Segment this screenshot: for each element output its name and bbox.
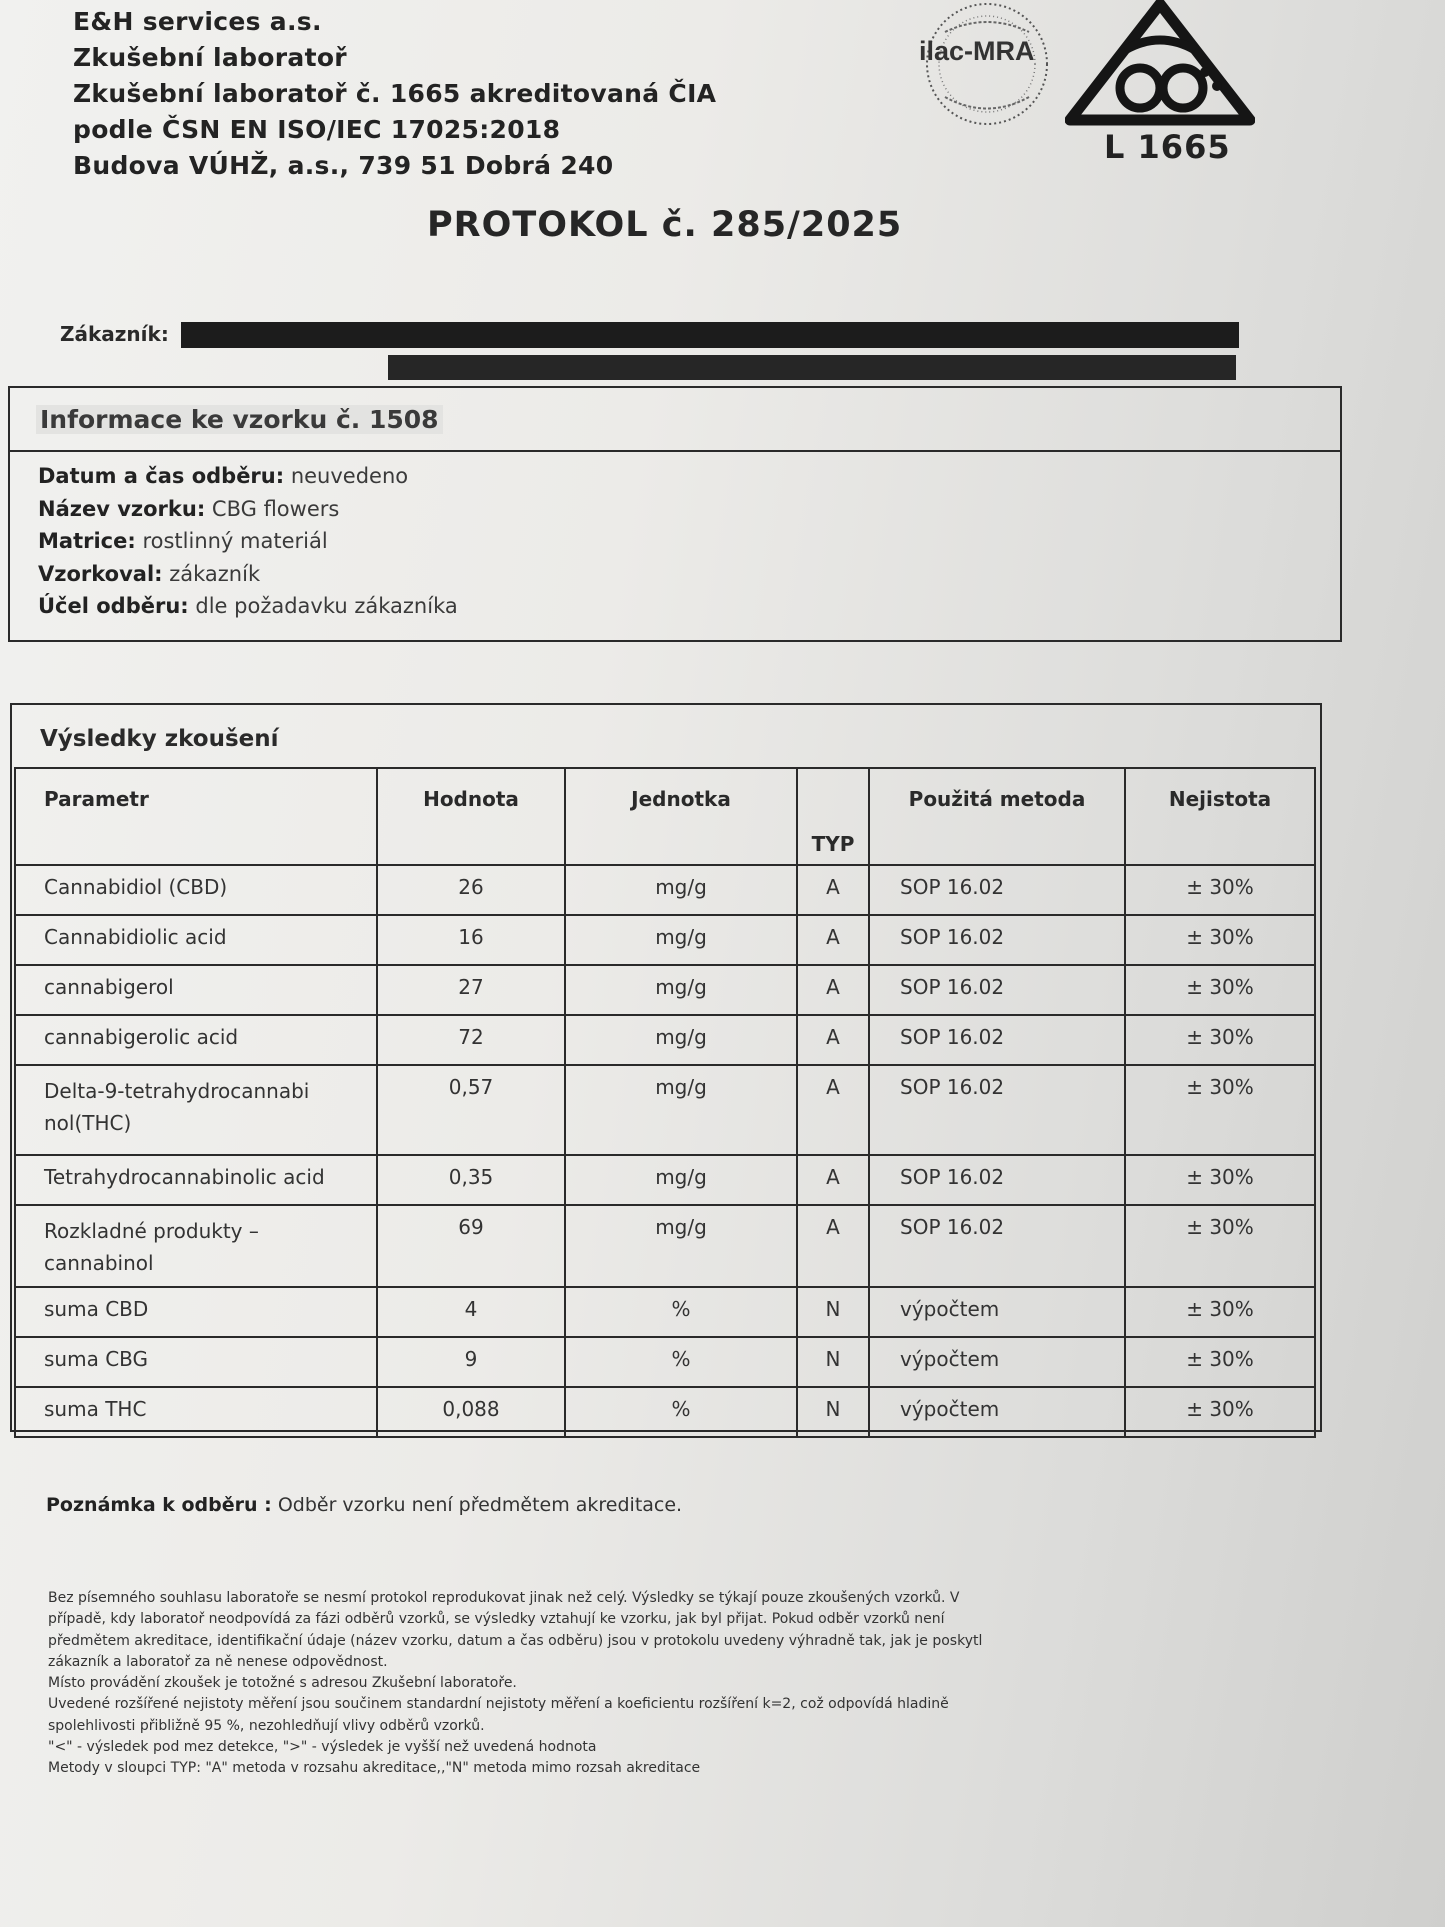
- results-box: [10, 703, 1322, 1432]
- uncertainty-cell: ± 30%: [1125, 1155, 1315, 1205]
- uncertainty-cell: ± 30%: [1125, 915, 1315, 965]
- sample-info-list: [38, 460, 458, 623]
- unit-cell: mg/g: [565, 1205, 797, 1287]
- type-cell: A: [797, 1155, 869, 1205]
- table-row: [15, 1155, 1315, 1205]
- param-cell: Cannabidiol (CBD): [15, 865, 377, 915]
- value-cell: 0,088: [377, 1387, 565, 1437]
- method-cell: výpočtem: [869, 1387, 1125, 1437]
- table-row: [15, 1287, 1315, 1337]
- type-cell: A: [797, 1015, 869, 1065]
- table-row: [15, 865, 1315, 915]
- param-cell: Cannabidiolic acid: [15, 915, 377, 965]
- info-value: zákazník: [169, 561, 261, 586]
- value-cell: 4: [377, 1287, 565, 1337]
- table-row: [15, 1015, 1315, 1065]
- method-cell: SOP 16.02: [869, 915, 1125, 965]
- type-cell: N: [797, 1337, 869, 1387]
- type-cell: A: [797, 965, 869, 1015]
- param-cell: Tetrahydrocannabinolic acid: [15, 1155, 377, 1205]
- method-cell: výpočtem: [869, 1337, 1125, 1387]
- fine-print-line: zákazník a laboratoř za ně nenese odpovědnost.: [48, 1653, 388, 1670]
- sample-info-heading-row: [10, 388, 1340, 452]
- sample-info-row: [38, 590, 458, 623]
- unit-cell: mg/g: [565, 1015, 797, 1065]
- method-cell: SOP 16.02: [869, 965, 1125, 1015]
- method-cell: SOP 16.02: [869, 1205, 1125, 1287]
- value-cell: 27: [377, 965, 565, 1015]
- table-row: [15, 1387, 1315, 1437]
- info-label: Datum a čas odběru:: [38, 464, 285, 488]
- type-cell: A: [797, 1205, 869, 1287]
- param-cell: cannabigerolic acid: [15, 1015, 377, 1065]
- uncertainty-cell: ± 30%: [1125, 1015, 1315, 1065]
- header-line: podle ČSN EN ISO/IEC 17025:2018: [73, 115, 561, 144]
- header-line: E&H services a.s.: [73, 7, 322, 36]
- value-cell: 16: [377, 915, 565, 965]
- fine-print-line: případě, kdy laboratoř neodpovídá za fázi odběrů vzorků, se výsledky vztahují ke vzorku, jak byl přijat. Pokud odběr vzorků není: [48, 1611, 945, 1628]
- value-cell: 0,57: [377, 1065, 565, 1155]
- type-cell: A: [797, 915, 869, 965]
- type-cell: N: [797, 1287, 869, 1337]
- unit-cell: mg/g: [565, 865, 797, 915]
- uncertainty-cell: ± 30%: [1125, 1337, 1315, 1387]
- table-row: [15, 915, 1315, 965]
- value-cell: 72: [377, 1015, 565, 1065]
- ilac-logo-text: ilac-MRA: [919, 36, 1035, 66]
- unit-cell: %: [565, 1387, 797, 1437]
- redaction-bar: [181, 322, 1239, 348]
- param-line: Delta-9-tetrahydrocannabi: [44, 1079, 310, 1103]
- param-line: nol(THC): [44, 1111, 132, 1135]
- value-cell: 69: [377, 1205, 565, 1287]
- param-cell: [15, 1205, 377, 1287]
- fine-print-line: Uvedené rozšířené nejistoty měření jsou součinem standardní nejistoty měření a koeficientu rozšíření k=2, což odpovídá hladině: [48, 1696, 949, 1713]
- param-cell: suma THC: [15, 1387, 377, 1437]
- note-label: Poznámka k odběru :: [46, 1494, 272, 1516]
- unit-cell: mg/g: [565, 965, 797, 1015]
- sample-info-row: [38, 558, 458, 591]
- sample-info-row: [38, 460, 458, 493]
- uncertainty-cell: ± 30%: [1125, 1387, 1315, 1437]
- param-cell: suma CBD: [15, 1287, 377, 1337]
- protocol-title: PROTOKOL č. 285/2025: [427, 205, 903, 245]
- method-cell: SOP 16.02: [869, 1065, 1125, 1155]
- unit-cell: mg/g: [565, 1065, 797, 1155]
- info-value: rostlinný materiál: [142, 529, 328, 553]
- accreditation-number: L 1665: [1104, 128, 1231, 166]
- col-header-unit: Jednotka: [565, 768, 797, 865]
- method-cell: SOP 16.02: [869, 865, 1125, 915]
- uncertainty-cell: ± 30%: [1125, 1287, 1315, 1337]
- table-row: [15, 965, 1315, 1015]
- uncertainty-cell: ± 30%: [1125, 965, 1315, 1015]
- type-cell: N: [797, 1387, 869, 1437]
- table-row: [15, 1065, 1315, 1155]
- col-header-method: Použitá metoda: [869, 768, 1125, 865]
- col-header-value: Hodnota: [377, 768, 565, 865]
- uncertainty-cell: ± 30%: [1125, 1205, 1315, 1287]
- fine-print-line: Místo provádění zkoušek je totožné s adresou Zkušební laboratoře.: [48, 1675, 517, 1692]
- info-label: Vzorkoval:: [38, 561, 163, 586]
- param-cell: cannabigerol: [15, 965, 377, 1015]
- header-line: Zkušební laboratoř č. 1665 akreditovaná ČIA: [73, 79, 717, 108]
- cia-accreditation-logo: [1065, 0, 1255, 140]
- col-header-type: TYP: [797, 768, 869, 865]
- header-line: Budova VÚHŽ, a.s., 739 51 Dobrá 240: [73, 151, 614, 180]
- info-label: Název vzorku:: [38, 496, 206, 521]
- method-cell: SOP 16.02: [869, 1155, 1125, 1205]
- fine-print-line: předmětem akreditace, identifikační údaje (název vzorku, datum a čas odběru) jsou v protokolu uvedeny výhradně tak, jak je poskytl: [48, 1632, 983, 1649]
- fine-print-line: spolehlivosti přibližně 95 %, nezohledňují vlivy odběrů vzorků.: [48, 1717, 485, 1734]
- ilac-mra-logo: [915, 2, 1060, 132]
- sample-info-row: [38, 525, 458, 558]
- method-cell: výpočtem: [869, 1287, 1125, 1337]
- info-value: CBG flowers: [211, 496, 340, 521]
- header-line: Zkušební laboratoř: [73, 43, 347, 72]
- info-label: Účel odběru:: [38, 594, 189, 618]
- info-label: Matrice:: [38, 529, 136, 553]
- param-line: cannabinol: [44, 1251, 154, 1275]
- info-value: neuvedeno: [290, 464, 409, 488]
- results-table: [14, 767, 1316, 1438]
- fine-print-line: Metody v sloupci TYP: "A" metoda v rozsahu akreditace,,"N" metoda mimo rozsah akreditace: [48, 1760, 701, 1777]
- results-heading: Výsledky zkoušení: [40, 726, 279, 752]
- value-cell: 26: [377, 865, 565, 915]
- unit-cell: %: [565, 1287, 797, 1337]
- sampling-note: [46, 1494, 682, 1516]
- sample-info-row: [38, 493, 458, 526]
- sample-info-box: [8, 386, 1342, 642]
- table-row: [15, 1205, 1315, 1287]
- col-header-uncertainty: Nejistota: [1125, 768, 1315, 865]
- fine-print: [48, 1588, 1148, 1780]
- info-value: dle požadavku zákazníka: [195, 594, 458, 618]
- param-cell: suma CBG: [15, 1337, 377, 1387]
- col-header-parameter: Parametr: [15, 768, 377, 865]
- uncertainty-cell: ± 30%: [1125, 865, 1315, 915]
- type-cell: A: [797, 865, 869, 915]
- results-header-row: [15, 768, 1315, 865]
- method-cell: SOP 16.02: [869, 1015, 1125, 1065]
- param-cell: [15, 1065, 377, 1155]
- unit-cell: mg/g: [565, 1155, 797, 1205]
- unit-cell: %: [565, 1337, 797, 1387]
- table-row: [15, 1337, 1315, 1387]
- fine-print-line: Bez písemného souhlasu laboratoře se nesmí protokol reprodukovat jinak než celý. Výsledky se týkají pouze zkoušených vzorků. V: [48, 1590, 960, 1606]
- value-cell: 0,35: [377, 1155, 565, 1205]
- type-cell: A: [797, 1065, 869, 1155]
- value-cell: 9: [377, 1337, 565, 1387]
- fine-print-line: "<" - výsledek pod mez detekce, ">" - výsledek je vyšší než uvedená hodnota: [48, 1739, 597, 1756]
- customer-label: Zákazník:: [60, 322, 169, 346]
- note-text: Odběr vzorku není předmětem akreditace.: [277, 1494, 683, 1516]
- param-line: Rozkladné produkty –: [44, 1219, 259, 1243]
- uncertainty-cell: ± 30%: [1125, 1065, 1315, 1155]
- lab-header: [73, 4, 716, 184]
- sample-info-heading: Informace ke vzorku č. 1508: [36, 405, 443, 434]
- unit-cell: mg/g: [565, 915, 797, 965]
- redaction-bar: [388, 355, 1236, 380]
